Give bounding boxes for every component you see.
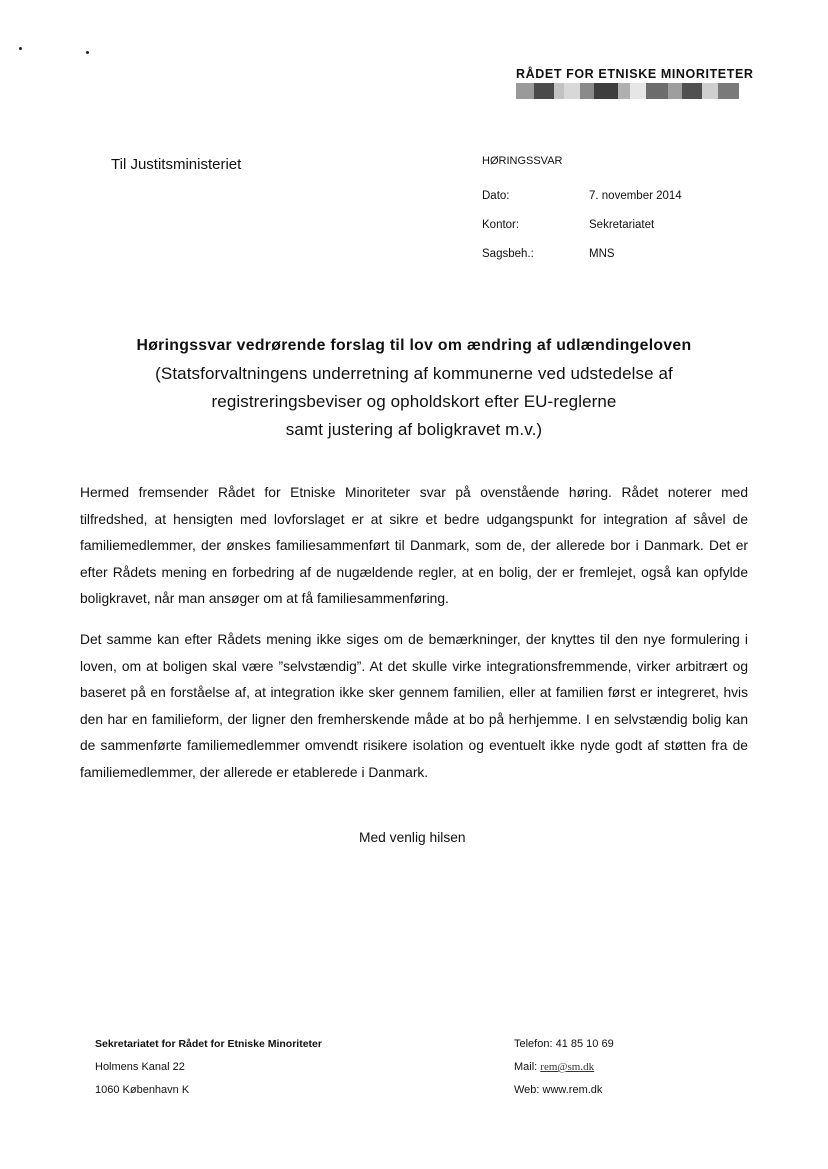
meta-value: 7. november 2014 [589, 190, 682, 202]
footer-org: Sekretariatet for Rådet for Etniske Minoriteter [95, 1038, 322, 1050]
logo-bar-segment [516, 83, 534, 99]
meta-value: MNS [589, 248, 615, 260]
footer-contact [514, 1033, 614, 1102]
body-paragraph: Hermed fremsender Rådet for Etniske Minoriteter svar på ovenstående høring. Rådet noterer med tilfredshed, at hensigten med lovforslaget er at sikre et bedre udgangspunkt for integration af såvel de familiemedlemmer, der ønskes familiesammenført til Danmark, som de, der allerede bor i Danmark. Det er efter Rådets mening en forbedring af de nugældende regler, at en bolig, der er fremlejet, også kan opfylde boligkravet, når man ansøger om at få familiesammenføring. [80, 485, 748, 607]
closing-salutation: Med venlig hilsen [359, 830, 466, 845]
logo-bar-segment [682, 83, 702, 99]
title-main: Høringssvar vedrørende forslag til lov om ændring af udlændingeloven [136, 337, 692, 354]
title-sub-line: (Statsforvaltningens underretning af kommunerne ved udstedelse af [155, 364, 673, 383]
letterhead-logo-bar [516, 83, 739, 99]
logo-bar-segment [618, 83, 630, 99]
footer-city: 1060 København K [95, 1084, 190, 1096]
document-title [0, 332, 828, 444]
footer-street: Holmens Kanal 22 [95, 1061, 185, 1073]
footer-mail-label: Mail: [514, 1061, 538, 1073]
logo-bar-segment [630, 83, 646, 99]
title-sub-line: samt justering af boligkravet m.v.) [285, 420, 543, 439]
logo-bar-segment [534, 83, 554, 99]
footer-phone: Telefon: 41 85 10 69 [514, 1038, 614, 1050]
footer-web[interactable]: Web: www.rem.dk [514, 1084, 603, 1096]
document-meta [482, 190, 742, 277]
logo-bar-segment [554, 83, 564, 99]
footer-mail-link[interactable]: rem@sm.dk [540, 1061, 595, 1073]
meta-row-date [482, 190, 742, 219]
footer-mail-row [514, 1056, 614, 1079]
letterhead-org-name: RÅDET FOR ETNISKE MINORITETER [516, 67, 754, 81]
logo-bar-segment [668, 83, 682, 99]
scan-speck [86, 51, 89, 54]
meta-label: Sagsbeh.: [482, 248, 534, 260]
meta-value: Sekretariatet [589, 219, 655, 231]
logo-bar-segment [580, 83, 594, 99]
logo-bar-segment [646, 83, 668, 99]
body-paragraph: Det samme kan efter Rådets mening ikke siges om de bemærkninger, der knyttes til den nye formulering i loven, om at boligen skal være ”selvstændig”. At det skulle virke integrationsfremmende, virker arbitrært og baseret på en forståelse af, at integration ikke sker gennem familien, eller at familien først er integreret, hvis den har en familieform, der ligner den fremherskende måde at bo på herhjemme. I en selvstændig bolig kan de sammenførte familiemedlemmer omvendt risikere isolation og eventuelt ikke nyde godt af støtten fra de familiemedlemmer, der allerede er etablerede i Danmark. [80, 632, 748, 780]
document-type: HØRINGSSVAR [482, 155, 563, 167]
recipient: Til Justitsministeriet [111, 156, 242, 173]
title-sub-line: registreringsbeviser og opholdskort efter EU-reglerne [211, 392, 617, 411]
logo-bar-segment [718, 83, 739, 99]
logo-bar-segment [702, 83, 718, 99]
logo-bar-segment [594, 83, 618, 99]
meta-label: Kontor: [482, 219, 520, 231]
logo-bar-segment [564, 83, 580, 99]
meta-label: Dato: [482, 190, 510, 202]
scan-speck [19, 47, 22, 50]
meta-row-office [482, 219, 742, 248]
footer-address [95, 1033, 322, 1102]
meta-row-case-handler [482, 248, 742, 277]
